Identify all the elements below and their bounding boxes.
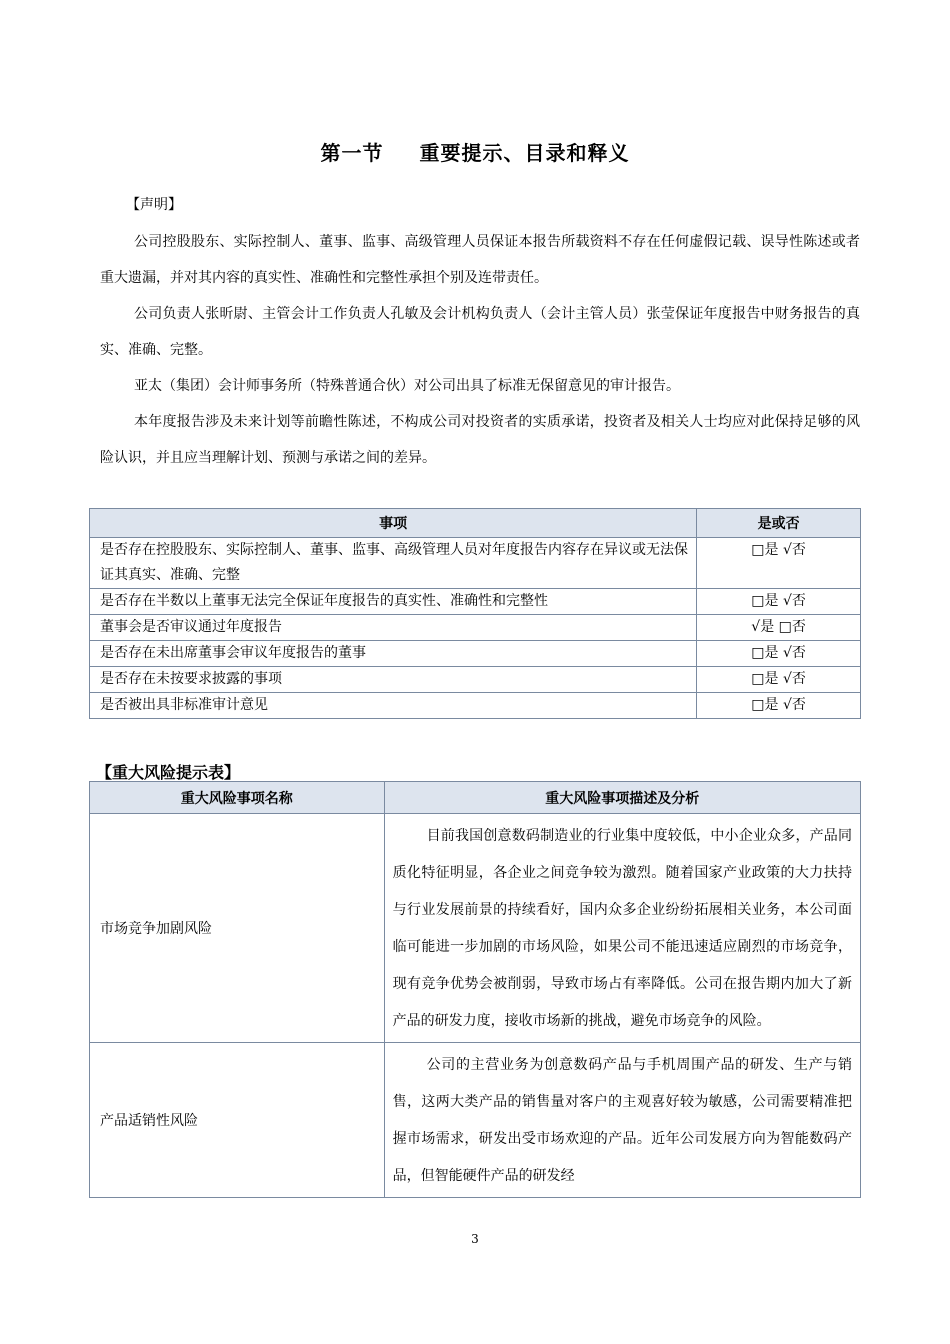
risk-description: 目前我国创意数码制造业的行业集中度较低，中小企业众多，产品同质化特征明显，各企业之间竞争较为激烈。随着国家产业政策的大力扶持与行业发展前景的持续看好，国内众多企业纷纷拓展相关业务，本公司面临可能进一步加剧的市场风险，如果公司不能迅速适应剧烈的市场竞争，现有竞争优势会被削弱，导致市场占有率降低。公司在报告期内加大了新产品的研发力度，接收市场新的挑战，避免市场竞争的风险。	[384, 814, 860, 1043]
page-number: 3	[471, 1232, 479, 1246]
column-header-risk-description: 重大风险事项描述及分析	[384, 782, 860, 814]
matter-item: 是否被出具非标准审计意见	[90, 693, 697, 719]
matter-item: 是否存在半数以上董事无法完全保证年度报告的真实性、准确性和完整性	[90, 589, 697, 615]
matter-answer: □是 √否	[697, 589, 861, 615]
statement-paragraph: 亚太（集团）会计师事务所（特殊普通合伙）对公司出具了标准无保留意见的审计报告。	[134, 378, 680, 394]
matters-table	[89, 508, 861, 719]
matter-answer: □是 √否	[697, 667, 861, 693]
matter-item: 是否存在未按要求披露的事项	[90, 667, 697, 693]
column-header-answer: 是或否	[697, 509, 861, 538]
matter-item: 董事会是否审议通过年度报告	[90, 615, 697, 641]
matter-answer: □是 √否	[697, 538, 861, 589]
matter-item: 是否存在未出席董事会审议年度报告的董事	[90, 641, 697, 667]
matter-answer: √是 □否	[697, 615, 861, 641]
risk-description: 公司的主营业务为创意数码产品与手机周围产品的研发、生产与销售，这两大类产品的销售量对客户的主观喜好较为敏感，公司需要精准把握市场需求，研发出受市场欢迎的产品。近年公司发展方向为智能数码产品，但智能硬件产品的研发经	[384, 1043, 860, 1198]
matter-item: 是否存在控股股东、实际控制人、董事、监事、高级管理人员对年度报告内容存在异议或无法保证其真实、准确、完整	[90, 538, 697, 589]
column-header-item: 事项	[90, 509, 697, 538]
risk-name: 产品适销性风险	[90, 1043, 385, 1198]
table-row	[90, 1043, 861, 1198]
statement-paragraph: 公司控股股东、实际控制人、董事、监事、高级管理人员保证本报告所载资料不存在任何虚假记载、误导性陈述或者重大遗漏，并对其内容的真实性、准确性和完整性承担个别及连带责任。	[100, 234, 860, 286]
section-number: 第一节	[320, 141, 384, 165]
statement-paragraph: 本年度报告涉及未来计划等前瞻性陈述，不构成公司对投资者的实质承诺，投资者及相关人士均应对此保持足够的风险认识，并且应当理解计划、预测与承诺之间的差异。	[100, 414, 860, 466]
table-row	[90, 641, 861, 667]
matter-answer: □是 √否	[697, 693, 861, 719]
table-row	[90, 667, 861, 693]
statement-paragraph: 公司负责人张昕尉、主管会计工作负责人孔敏及会计机构负责人（会计主管人员）张莹保证年度报告中财务报告的真实、准确、完整。	[100, 306, 860, 358]
matter-answer: □是 √否	[697, 641, 861, 667]
risk-name: 市场竞争加剧风险	[90, 814, 385, 1043]
column-header-risk-name: 重大风险事项名称	[90, 782, 385, 814]
statement-heading: 【声明】	[126, 197, 182, 213]
table-header-row	[90, 782, 861, 814]
table-row	[90, 814, 861, 1043]
risk-table-heading: 【重大风险提示表】	[96, 763, 241, 782]
table-row	[90, 589, 861, 615]
table-row	[90, 538, 861, 589]
section-name: 重要提示、目录和释义	[419, 141, 630, 165]
table-row	[90, 615, 861, 641]
table-row	[90, 693, 861, 719]
section-title	[0, 137, 950, 166]
table-header-row	[90, 509, 861, 538]
risk-table	[89, 781, 861, 1198]
